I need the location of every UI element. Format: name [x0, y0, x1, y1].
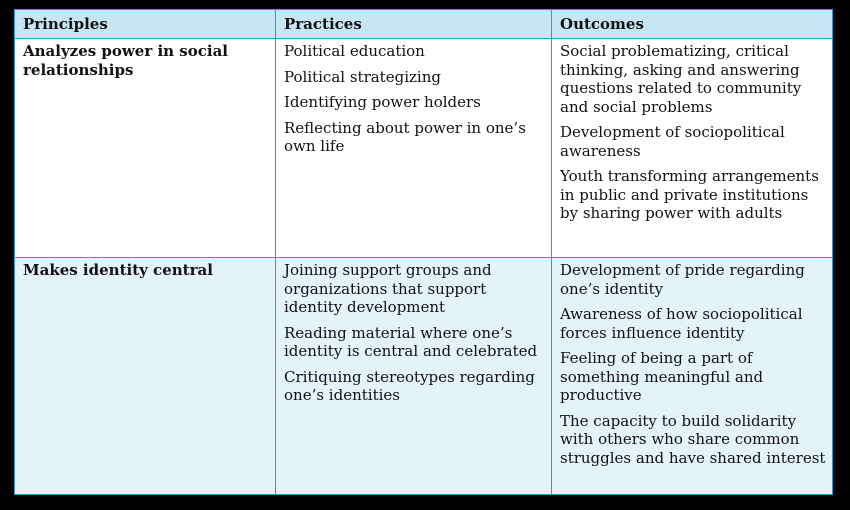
header-principles: Principles	[15, 10, 276, 39]
outcome-item: Development of sociopolitical awareness	[560, 123, 785, 160]
table-row	[15, 39, 833, 258]
principles-table	[14, 9, 833, 495]
practices-cell	[276, 258, 552, 495]
outcome-item: Youth transforming arrangements in public and private institutions by sharing power with adults	[560, 167, 819, 222]
outcome-item: Awareness of how sociopolitical forces influence identity	[560, 305, 803, 342]
practice-item: Identifying power holders	[284, 93, 481, 111]
practice-item: Reflecting about power in one’s own life	[284, 118, 526, 155]
outcomes-cell	[552, 258, 833, 495]
practices-cell	[276, 39, 552, 258]
practice-item: Joining support groups and organizations that support identity development	[284, 261, 492, 316]
outcome-item: Development of pride regarding one’s identity	[560, 261, 805, 298]
table-frame	[14, 9, 832, 495]
practice-item: Critiquing stereotypes regarding one’s identities	[284, 367, 535, 404]
practice-item: Political strategizing	[284, 67, 441, 86]
principle-cell: Analyzes power in social relationships	[15, 39, 276, 258]
outcome-item: Feeling of being a part of something meaningful and productive	[560, 349, 764, 404]
header-outcomes: Outcomes	[552, 10, 833, 39]
header-row	[15, 10, 833, 39]
principle-cell: Makes identity central	[15, 258, 276, 495]
table-row	[15, 258, 833, 495]
header-practices: Practices	[276, 10, 552, 39]
outcomes-cell	[552, 39, 833, 258]
outcome-item: Social problematizing, critical thinking, asking and answering questions related to community and social problems	[560, 42, 802, 116]
outcome-item: The capacity to build solidarity with others who share common struggles and have shared interest	[560, 411, 826, 467]
practice-item: Reading material where one’s identity is central and celebrated	[284, 323, 538, 360]
practice-item: Political education	[284, 42, 425, 60]
